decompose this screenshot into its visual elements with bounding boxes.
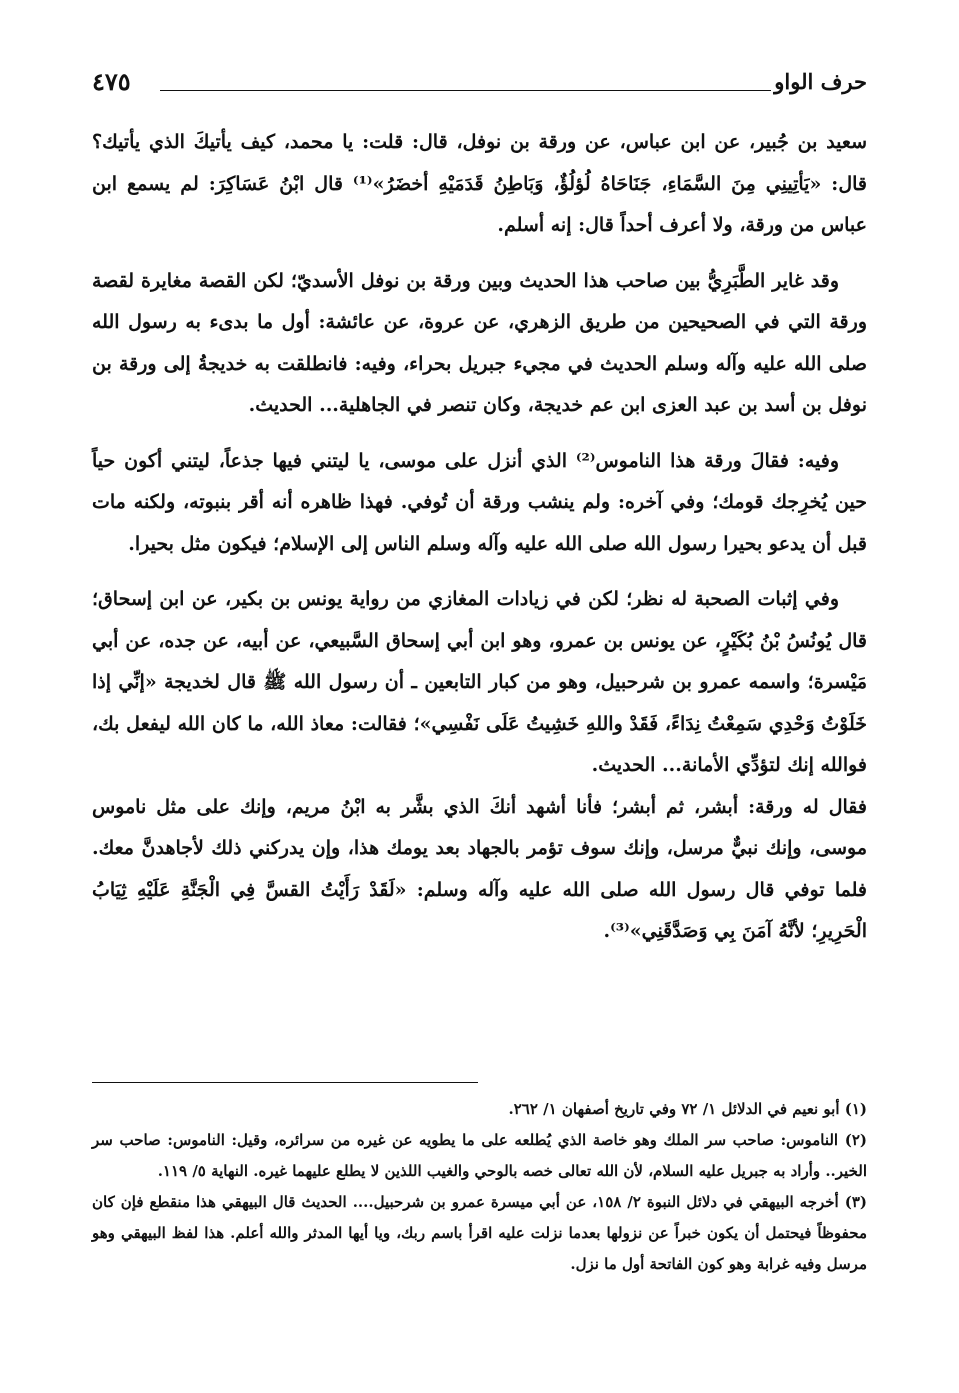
paragraph: وقد غاير الطَّبَرِيُّ بين صاحب هذا الحديث وبين ورقة بن نوفل الأسديّ؛ لكن القصة مغايرة لقصة ورقة التي في الصحيحين من طريق الزهري، عن عروة، عن عائشة: أول ما بدىء به رسول الله صلى الله عليه وآله وسلم الحديث في مجيء جبريل بحراء، وفيه: فانطلقت به خديجةُ إلى ورقة بن نوفل بن أسد بن عبد العزى ابن عم خديجة، وكان تنصر في الجاهلية... الحديث. [92, 269, 867, 416]
page-number: ٤٧٥ [92, 67, 131, 96]
paragraph: وفي إثبات الصحبة له نظر؛ لكن في زيادات المغازي من رواية يونس بن بكير، عن ابن إسحاق؛ قال يُونُسُ بْنُ بُكَيْرٍ، عن يونس بن عمرو، وهو ابن أبي إسحاق السَّبيعي، عن أبيه، عن جده، عن أبي مَيْسرة؛ واسمه عمرو بن شرحبيل، وهو من كبار التابعين ـ أن رسول الله ﷺ قال لخديجة «إنِّي إذا خَلَوْتُ وَحْدِي سَمِعْتُ نِدَاءً، فَقَدْ واللهِ خَشِيتُ عَلَى نَفْسِي»؛ فقالت: معاذ الله، ما كان الله ليفعل بك، فوالله إنك لتؤدِّي الأمانة... الحديث. [92, 588, 867, 776]
footnotes [92, 1094, 867, 1280]
footnote-1: (١) أبو نعيم في الدلائل ١/ ٧٢ وفي تاريخ أصفهان ١/ ٢٦٢. [508, 1100, 867, 1118]
running-header [92, 62, 867, 102]
chapter-title: حرف الواو [774, 69, 867, 94]
paragraph: وفيه: فقالَ ورقة هذا الناموس⁽²⁾ الذي أنزل على موسى، يا ليتني فيها جذعاً، ليتني أكون حياً حين يُخرِجك قومك؛ وفي آخره: ولم ينشب ورقة أن تُوفي. فهذا ظاهره أنه أقر بنبوته، ولكنه مات قبل أن يدعو بحيرا رسول الله صلى الله عليه وآله وسلم الناس إلى الإسلام؛ فيكون مثل بحيرا. [92, 449, 867, 555]
paragraph: فقال له ورقة: أبشر، ثم أبشر؛ فأنا أشهد أنكَ الذي بشَّر به ابْنُ مريم، وإنك على مثل ناموس موسى، وإنك نبيٌّ مرسل، وإنك سوف تؤمر بالجهاد بعد يومك هذا، وإن يدركني ذلك لأجاهدنَّ معك. فلما توفي قال رسول الله صلى الله عليه وآله وسلم: «لَقَدْ رَأَيْتُ القسَّ فِي الْجَنَّةِ عَلَيْهِ ثِيَابُ الْحَرِيرِ؛ لأنَّهُ آمَنَ بِي وَصَدَّقَنِي»⁽³⁾. [92, 795, 867, 942]
footnote-2: (٢) الناموس: صاحب سر الملك وهو خاصة الذي يُطلعه على ما يطويه عن غيره من سرائره، وقيل: الناموس: صاحب سر الخير.. وأراد به جبريل عليه السلام، لأن الله تعالى خصه بالوحي والغيب اللذين لا يطلع عليهما غيره. النهاية ٥/ ١١٩. [92, 1131, 867, 1180]
footnote-3: (٣) أخرجه البيهقي في دلائل النبوة ٢/ ١٥٨، عن أبي ميسرة عمرو بن شرحبيل.... الحديث قال البيهقي هذا منقطع فإن كان محفوظاً فيحتمل أن يكون خبراً عن نزولها بعدما نزلت عليه اقرأ باسم ربك، ويا أيها المدثر والله أعلم. هذا لفظ البيهقي وهو مرسل وفيه غرابة وهو كون الفاتحة أول ما نزل. [92, 1193, 867, 1273]
main-text [92, 122, 867, 967]
footnote-separator [92, 1082, 478, 1083]
header-rule [160, 90, 771, 91]
paragraph: سعيد بن جُبير، عن ابن عباس، عن ورقة بن نوفل، قال: قلت: يا محمد، كيف يأتيكَ الذي يأتيك؟ قال: «يَأتِينِي مِنَ السَّمَاءِ، جَنَاحَاهُ لُؤلُؤٌ، وَبَاطِنُ قَدَمَيْهِ أخضَرُ»⁽¹⁾ قال ابْنُ عَسَاكِرَ: لم يسمع ابن عباس من ورقة، ولا أعرف أحداً قال: إنه أسلم. [92, 131, 867, 236]
